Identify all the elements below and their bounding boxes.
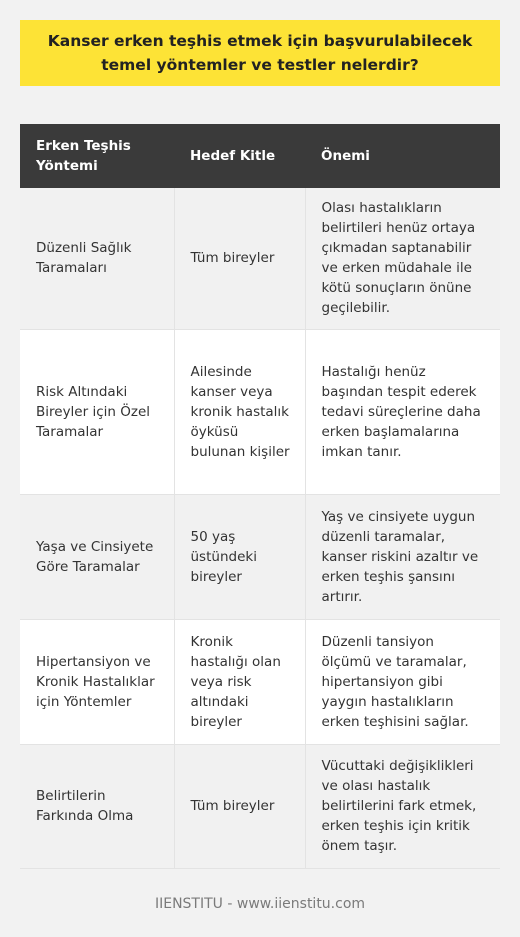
cell-target: Tüm bireyler [174,188,305,329]
column-header-method: Erken Teşhis Yöntemi [20,124,174,188]
cell-importance: Yaş ve cinsiyete uygun düzenli taramalar, kanser riskini azaltır ve erken teşhis şansını artırır. [305,494,500,619]
cell-target: Kronik hastalığı olan veya risk altındaki bireyler [174,619,305,744]
cell-importance: Olası hastalıkların belirtileri henüz ortaya çıkmadan saptanabilir ve erken müdahale ile kötü sonuçların önüne geçilebilir. [305,188,500,329]
methods-table [20,124,500,869]
table-header-row [20,124,500,188]
table-row [20,494,500,619]
table-row [20,619,500,744]
cell-method: Risk Altındaki Bireyler için Özel Taramalar [20,329,174,494]
footer-credit: IIENSTITU - www.iienstitu.com [154,896,366,912]
cell-method: Düzenli Sağlık Taramaları [20,188,174,329]
cell-method: Belirtilerin Farkında Olma [20,744,174,868]
cell-target: Ailesinde kanser veya kronik hastalık öyküsü bulunan kişiler [174,329,305,494]
cell-target: Tüm bireyler [174,744,305,868]
cell-target: 50 yaş üstündeki bireyler [174,494,305,619]
cell-importance: Hastalığı henüz başından tespit ederek tedavi süreçlerine daha erken başlamalarına imkan tanır. [305,329,500,494]
table-row [20,188,500,329]
cell-importance: Vücuttaki değişiklikleri ve olası hastalık belirtilerini fark etmek, erken teşhis için kritik önem taşır. [305,744,500,868]
cell-method: Yaşa ve Cinsiyete Göre Taramalar [20,494,174,619]
column-header-importance: Önemi [305,124,500,188]
table-row [20,329,500,494]
cell-method: Hipertansiyon ve Kronik Hastalıklar için Yöntemler [20,619,174,744]
page-title: Kanser erken teşhis etmek için başvurulabilecek temel yöntemler ve testler nelerdir? [47,32,473,74]
column-header-target: Hedef Kitle [174,124,305,188]
cell-importance: Düzenli tansiyon ölçümü ve taramalar, hipertansiyon gibi yaygın hastalıkların erken teşhisini sağlar. [305,619,500,744]
table-row [20,744,500,868]
title-banner [20,20,500,86]
